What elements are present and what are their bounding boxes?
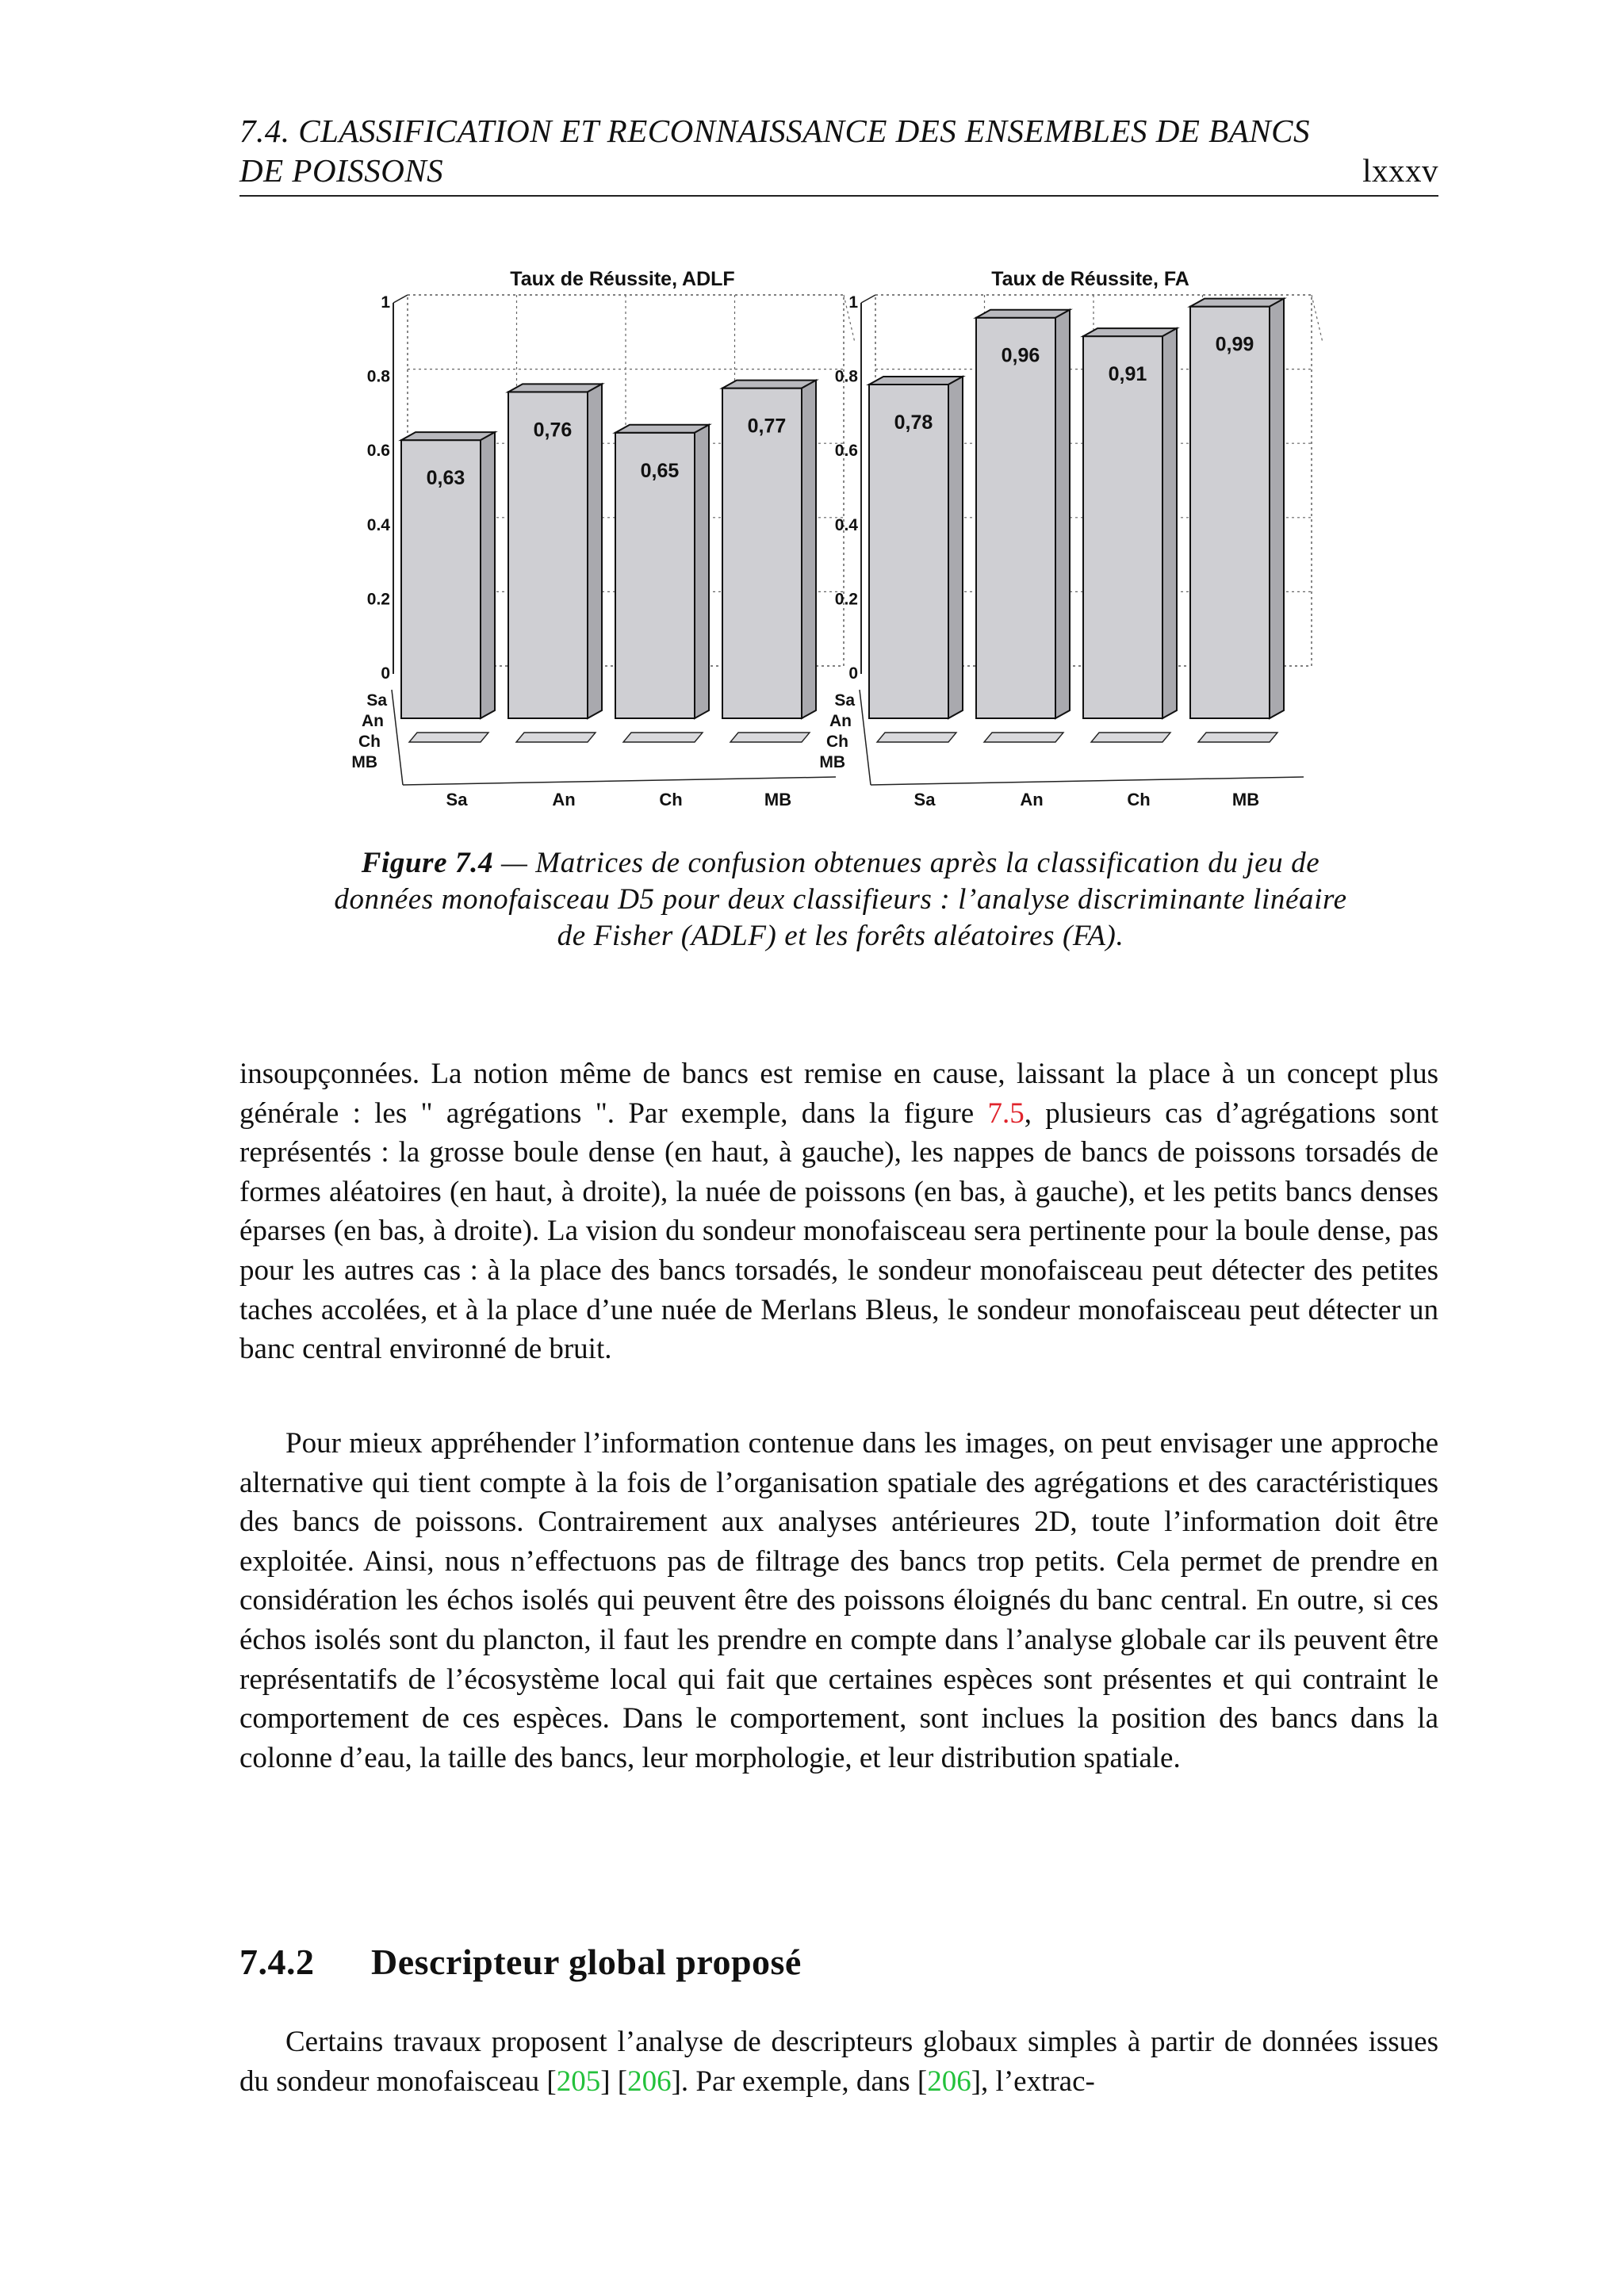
paragraph-1-text-a: insoupçonnées. La notion même de bancs est remise en cause, laissant la place à un concept plus générale : les " agrégations ". Par exemple, dans la figure xyxy=(239,1058,1438,1130)
bar-side-face xyxy=(1162,328,1177,718)
citation-link-205[interactable]: 205 xyxy=(556,2064,601,2098)
floor-slab xyxy=(730,733,810,742)
chart-2 xyxy=(819,268,1323,809)
bar-top-face xyxy=(401,432,495,440)
header-rule xyxy=(239,195,1438,197)
depth-row-label: MB xyxy=(351,753,377,771)
y-tick-label: 0.2 xyxy=(366,590,390,609)
floor-slab xyxy=(409,733,488,742)
y-tick-label: 0 xyxy=(848,664,858,683)
bar-top-face xyxy=(615,425,709,433)
floor-front-edge xyxy=(871,777,1304,785)
bar-An xyxy=(976,318,1055,718)
y-tick-label: 0.6 xyxy=(366,442,390,461)
chart-title: Taux de Réussite, ADLF xyxy=(510,268,735,290)
bar-side-face xyxy=(695,425,709,718)
bar-side-face xyxy=(588,384,602,718)
bar-MB xyxy=(1190,307,1270,718)
bar-top-face xyxy=(869,377,963,385)
paragraph-3-text-1: Certains travaux proposent l’analyse de descripteurs globaux simples à partir de données issues du sondeur monofaisceau [ xyxy=(239,2026,1438,2098)
paragraph-3-text-2: ] [ xyxy=(600,2064,628,2098)
paragraph-1-text-b: , plusieurs cas d’agrégations sont représentés : la grosse boule dense (en haut, à gauche), les nappes de bancs de poissons torsadés de formes aléatoires (en haut, à droite), la nuée de poissons (en bas, à gauche), et les petits bancs denses éparses (en bas, à droite). La vision du sondeur monofaisceau sera pertinente pour la boule dense, pas pour les autres cas : à la place des bancs torsadés, le sondeur monofaisceau peut détecter des petites taches accolées, et à la place d’une nuée de Merlans Bleus, le sondeur monofaisceau peut détecter un banc central environné de bruit. xyxy=(239,1096,1438,1366)
x-category-label: Sa xyxy=(446,790,468,809)
header-line-1: 7.4. CLASSIFICATION ET RECONNAISSANCE DES ENSEMBLES DE BANCS xyxy=(239,113,1310,149)
x-category-label: Ch xyxy=(659,790,683,809)
running-header xyxy=(239,111,1438,190)
y-tick-label: 0.4 xyxy=(834,515,858,534)
bar-side-face xyxy=(1270,299,1284,718)
bar-value-label: 0,65 xyxy=(640,459,680,482)
citation-link-206-second[interactable]: 206 xyxy=(927,2064,971,2098)
bar-side-face xyxy=(948,377,963,718)
x-category-label: Ch xyxy=(1127,790,1151,809)
floor-slab xyxy=(1091,733,1170,742)
confusion-matrix-charts xyxy=(351,262,1316,825)
y-tick-label: 0.2 xyxy=(834,590,858,609)
y-axis-depth xyxy=(861,295,875,303)
paragraph-1 xyxy=(239,1054,1438,1369)
section-title: Descripteur global proposé xyxy=(371,1942,802,1982)
depth-row-label: An xyxy=(829,712,852,730)
y-tick-label: 0.8 xyxy=(366,367,390,386)
bar-MB xyxy=(722,388,802,718)
y-tick-label: 0.6 xyxy=(834,442,858,461)
page-number: lxxxv xyxy=(1362,152,1438,189)
figure-caption xyxy=(333,845,1348,955)
bar-value-label: 0,63 xyxy=(426,467,465,490)
y-tick-label: 1 xyxy=(848,293,858,312)
x-category-label: Sa xyxy=(914,790,936,809)
x-category-label: MB xyxy=(1231,790,1260,809)
bar-top-face xyxy=(508,384,602,392)
depth-row-label: Ch xyxy=(826,733,848,751)
bar-value-label: 0,76 xyxy=(533,419,573,442)
paragraph-3 xyxy=(239,2022,1438,2101)
paragraph-3-text-3: ]. Par exemple, dans [ xyxy=(671,2064,928,2098)
chart-1 xyxy=(351,268,855,809)
bar-top-face xyxy=(722,381,816,388)
bar-side-face xyxy=(802,381,816,718)
floor-slab xyxy=(984,733,1063,742)
depth-row-label: Ch xyxy=(358,733,381,751)
bar-side-face xyxy=(481,432,495,718)
depth-row-label: MB xyxy=(819,753,845,771)
caption-label: Figure 7.4 xyxy=(361,847,494,879)
side-wall-edge xyxy=(1312,295,1323,342)
depth-row-label: An xyxy=(362,712,384,730)
bar-value-label: 0,77 xyxy=(747,415,787,438)
y-tick-label: 1 xyxy=(381,293,390,312)
bar-value-label: 0,96 xyxy=(1001,344,1040,367)
bar-value-label: 0,91 xyxy=(1108,363,1147,386)
bar-Ch xyxy=(1083,336,1162,718)
citation-link-206[interactable]: 206 xyxy=(627,2064,672,2098)
header-line-2: DE POISSONS xyxy=(239,152,444,189)
section-number: 7.4.2 xyxy=(239,1942,315,1982)
bar-top-face xyxy=(1190,299,1284,307)
floor-front-edge xyxy=(403,777,836,785)
x-category-label: An xyxy=(552,790,576,809)
bar-top-face xyxy=(976,310,1070,318)
y-tick-label: 0.4 xyxy=(366,515,390,534)
caption-text: — Matrices de confusion obtenues après la classification du jeu de données monofaisceau D5 pour deux classifieurs : l’analyse discriminante linéaire de Fisher (ADLF) et les forêts aléatoires (FA). xyxy=(334,847,1347,952)
bar-top-face xyxy=(1083,328,1177,336)
y-tick-label: 0 xyxy=(381,664,390,683)
chart-title: Taux de Réussite, FA xyxy=(991,268,1189,290)
y-axis-depth xyxy=(393,295,408,303)
floor-slab xyxy=(1198,733,1277,742)
figure-7-4 xyxy=(351,262,1316,825)
y-tick-label: 0.8 xyxy=(834,367,858,386)
paragraph-2: Pour mieux appréhender l’information contenue dans les images, on peut envisager une approche alternative qui tient compte à la fois de l’organisation spatiale des agrégations et des caractéristiques des bancs de poissons. Contrairement aux analyses antérieures 2D, toute l’information doit être exploitée. Ainsi, nous n’effectuons pas de filtrage des bancs trop petits. Cela permet de prendre en considération les échos isolés qui peuvent être des poissons éloignés du banc central. En outre, si ces échos isolés sont du plancton, il faut les prendre en compte dans l’analyse globale car ils peuvent être représentatifs de l’écosystème local qui fait que certaines espèces sont présentes et qui contraint le comportement de ces espèces. Dans le comportement, sont inclues la position des bancs dans la colonne d’eau, la taille des bancs, leur morphologie, et leur distribution spatiale. xyxy=(239,1427,1438,1774)
section-heading xyxy=(239,1941,802,1983)
bar-Sa xyxy=(869,385,948,718)
paragraph-3-text-4: ], l’extrac- xyxy=(971,2064,1095,2098)
bar-side-face xyxy=(1055,310,1070,718)
bar-value-label: 0,99 xyxy=(1215,333,1254,356)
floor-slab xyxy=(623,733,703,742)
figure-reference-link[interactable]: 7.5 xyxy=(987,1096,1025,1130)
depth-row-label: Sa xyxy=(366,691,387,710)
x-category-label: MB xyxy=(764,790,792,809)
depth-row-label: Sa xyxy=(834,691,855,710)
floor-slab xyxy=(516,733,596,742)
bar-value-label: 0,78 xyxy=(894,411,933,434)
floor-slab xyxy=(877,733,956,742)
x-category-label: An xyxy=(1020,790,1044,809)
